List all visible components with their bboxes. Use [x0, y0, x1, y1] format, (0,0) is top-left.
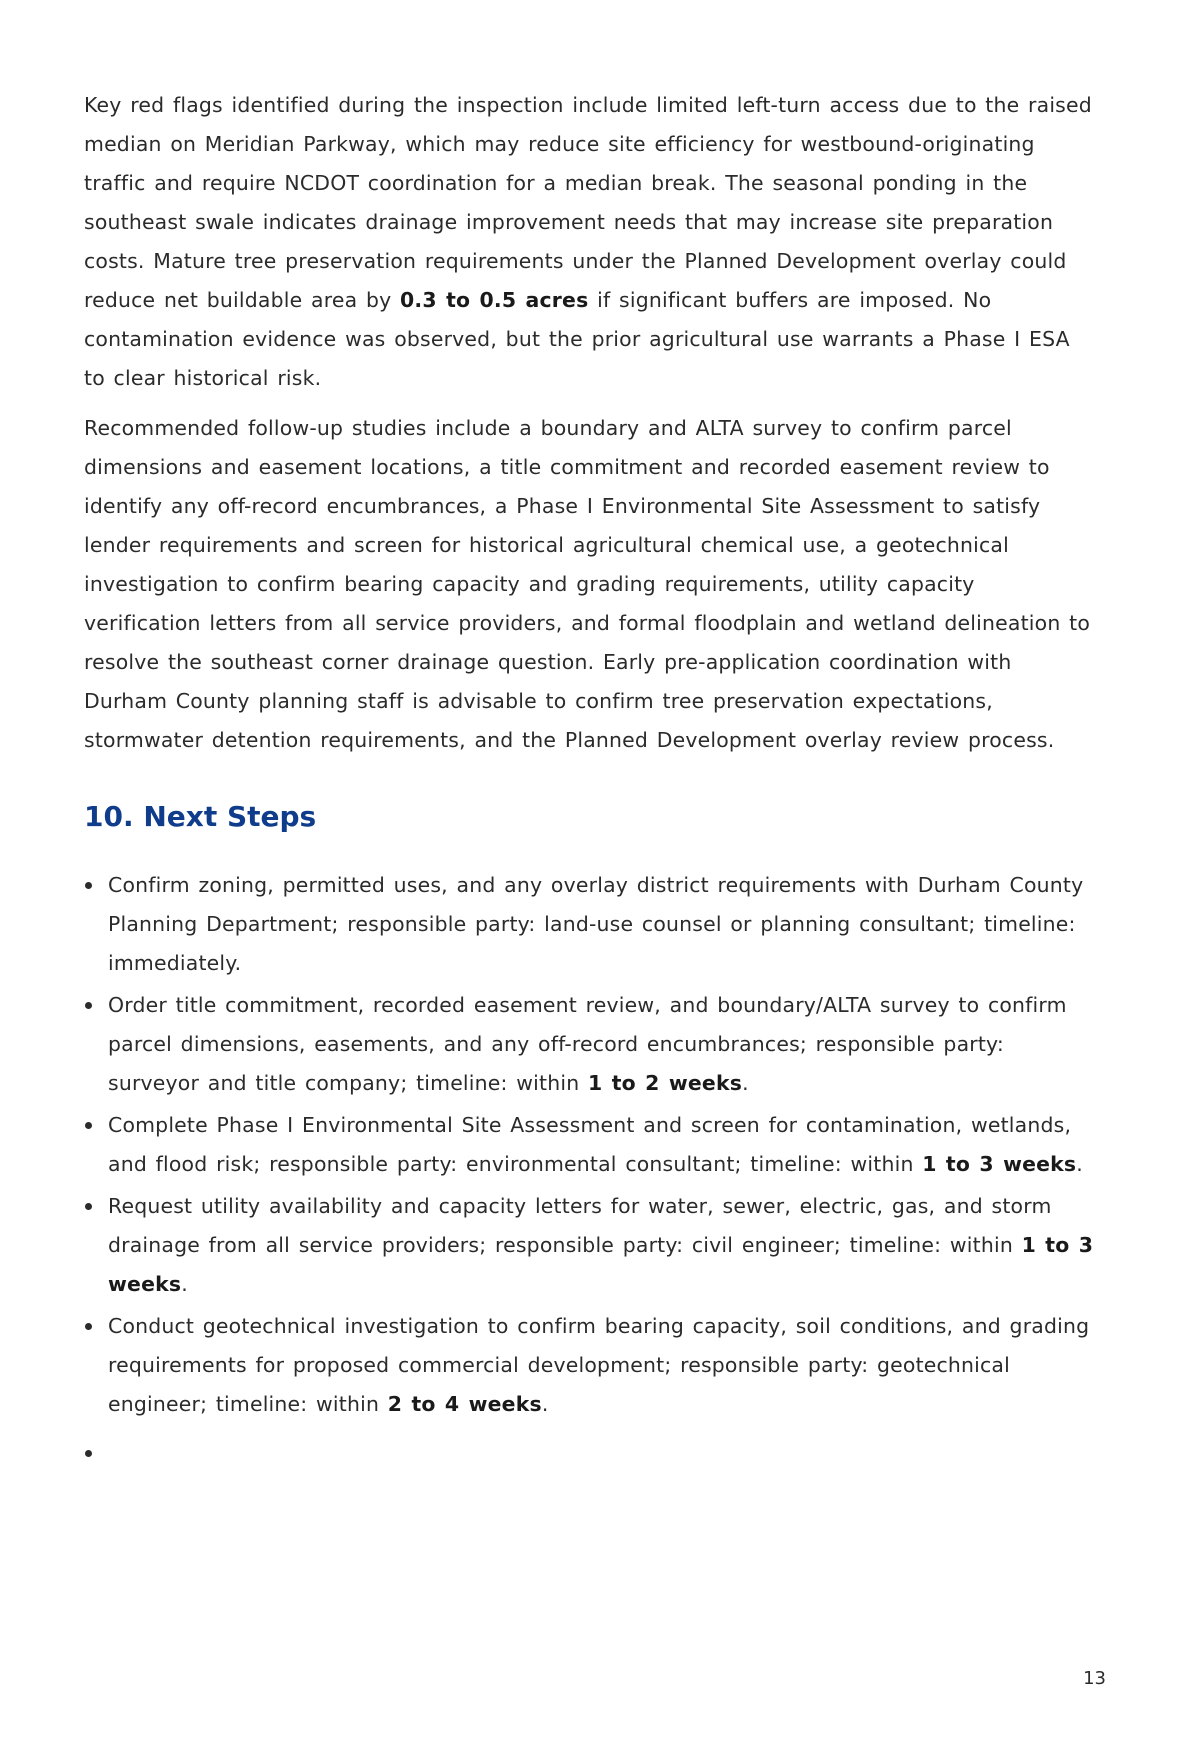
list-item-text: . [742, 1071, 749, 1095]
paragraph-red-flags [84, 86, 1094, 398]
list-item-bold-text: 1 to 2 weeks [588, 1071, 743, 1095]
list-item-bold-text: 2 to 4 weeks [387, 1392, 542, 1416]
page-content [84, 86, 1094, 1476]
empty-list-item [84, 1434, 1094, 1473]
list-item-bold-text: 1 to 3 weeks [108, 1233, 1094, 1296]
list-item [84, 1106, 1094, 1184]
next-steps-list [84, 866, 1094, 1473]
list-item-text: . [541, 1392, 549, 1416]
list-item-text: . [181, 1272, 188, 1296]
paragraph-text: Recommended follow-up studies include a boundary and ALTA survey to confirm parcel dimensions and easement locations, a title commitment and recorded easement review to identify any off-record encumbrances, a Phase I Environmental Site Assessment to satisfy lender requirements and screen for historical agricultural chemical use, a geotechnical investigation to confirm bearing capacity and grading requirements, utility capacity verification letters from all service providers, and formal floodplain and wetland delineation to resolve the southeast corner drainage question. Early pre-application coordination with Durham County planning staff is advisable to confirm tree preservation expectations, stormwater detention requirements, and the Planned Development overlay review process. [84, 416, 1090, 752]
page-number: 13 [1083, 1668, 1106, 1689]
list-item-text: Order title commitment, recorded easement review, and boundary/ALTA survey to confirm parcel dimensions, easements, and any off-record encumbrances; responsible party: surveyor and title company; timeline: within [108, 993, 1067, 1095]
paragraph-text: Key red flags identified during the inspection include limited left-turn access due to the raised median on Meridian Parkway, which may reduce site efficiency for westbound-originating traffic and require NCDOT coordination for a median break. The seasonal ponding in the southeast swale indicates drainage improvement needs that may increase site preparation costs. Mature tree preservation requirements under the Planned Development overlay could reduce net buildable area by [84, 93, 1092, 312]
paragraph-bold-text: 0.3 to 0.5 acres [400, 288, 589, 312]
bullet-icon [85, 1450, 92, 1457]
list-item-text: Confirm zoning, permitted uses, and any overlay district requirements with Durham County Planning Department; responsible party: land-use counsel or planning consultant; timeline: immediately. [108, 873, 1084, 975]
paragraph-follow-up-studies [84, 409, 1094, 760]
list-item-text: . [1076, 1152, 1083, 1176]
list-item [84, 986, 1094, 1103]
list-item [84, 1307, 1094, 1424]
list-item [84, 866, 1094, 983]
list-item [84, 1187, 1094, 1304]
bullet-icon [85, 1203, 92, 1210]
bullet-icon [85, 1323, 92, 1330]
paragraph-text: if significant buffers are imposed. No contamination evidence was observed, but the prior agricultural use warrants a Phase I ESA to clear historical risk. [84, 288, 1070, 390]
list-item-text: Conduct geotechnical investigation to confirm bearing capacity, soil conditions, and grading requirements for proposed commercial development; responsible party: geotechnical engineer; timeline: within [108, 1314, 1090, 1416]
bullet-icon [85, 882, 92, 889]
bullet-icon [85, 1122, 92, 1129]
list-item-bold-text: 1 to 3 weeks [922, 1152, 1077, 1176]
list-item-text: Complete Phase I Environmental Site Assessment and screen for contamination, wetlands, and flood risk; responsible party: environmental consultant; timeline: within [108, 1113, 1072, 1176]
list-item-text: Request utility availability and capacity letters for water, sewer, electric, gas, and storm drainage from all service providers; responsible party: civil engineer; timeline: within [108, 1194, 1052, 1257]
bullet-icon [85, 1002, 92, 1009]
section-heading: 10. Next Steps [84, 800, 317, 833]
